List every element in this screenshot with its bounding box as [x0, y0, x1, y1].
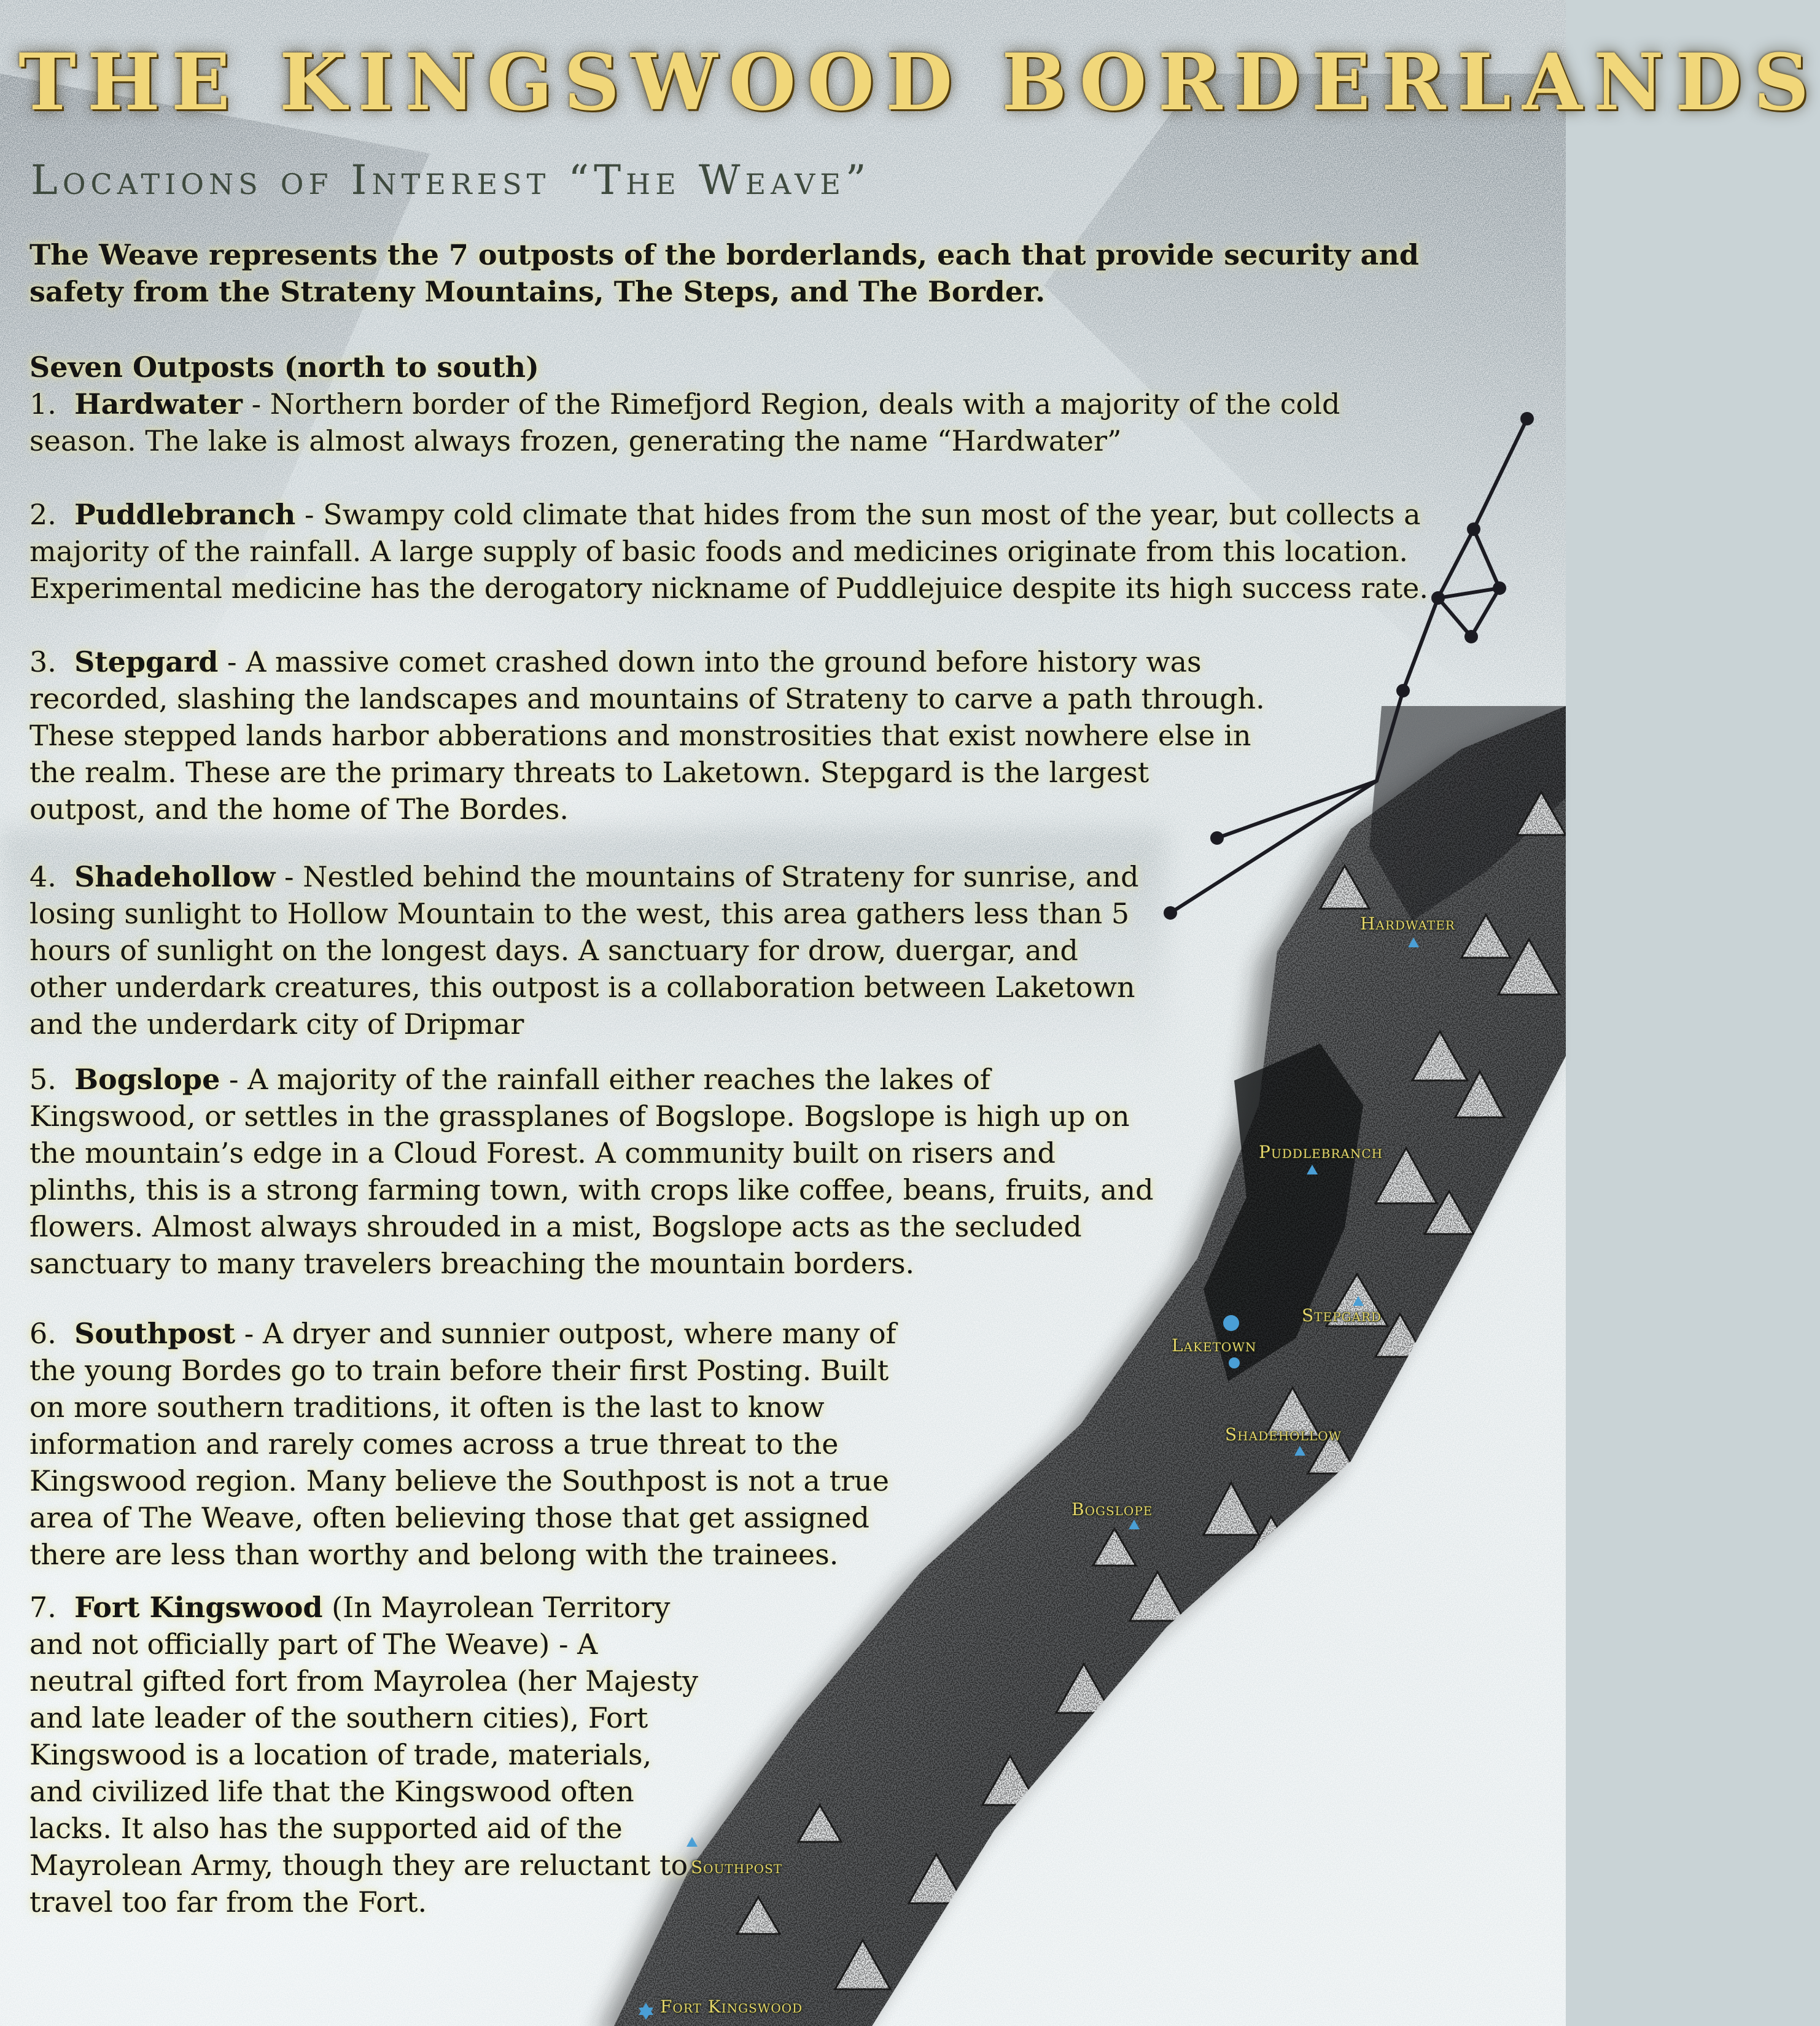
map-label-bogslope: Bogslope — [1071, 1499, 1153, 1520]
map-label-puddlebranch: Puddlebranch — [1259, 1142, 1383, 1162]
intro-paragraph: The Weave represents the 7 outposts of the borderlands, each that provide security and safety from the Strateny Mountains, The Steps, and The Border. — [29, 236, 1466, 310]
outpost-name: Hardwater — [74, 387, 243, 421]
outpost-number: 4. — [29, 860, 56, 893]
outpost-description: - A massive comet crashed down into the ground before history was recorded, slashing the landscapes and mountains of Strateny to carve a path through. These stepped lands harbor abberations and monstrosities that exist nowhere else in the realm. These are the primary threats to Laketown. Stepgard is the largest outpost, and the home of The Bordes. — [29, 645, 1265, 826]
map-label-shadehollow: Shadehollow — [1225, 1424, 1342, 1445]
outpost-name: Fort Kingswood — [74, 1591, 322, 1624]
outpost-number: 2. — [29, 498, 56, 531]
outpost-number: 1. — [29, 387, 56, 421]
outpost-description: - A dryer and sunnier outpost, where many of the young Bordes go to train before their first Posting. Built on more southern traditions, it often is the last to know information and rarely comes across a true threat to the Kingswood region. Many believe the Southpost is not a true area of The Weave, often believing those that get assigned there are less than worthy and belong with the trainees. — [29, 1317, 896, 1571]
outpost-name: Bogslope — [74, 1063, 220, 1096]
outpost-number: 5. — [29, 1063, 56, 1096]
page-subtitle: Locations of Interest “The Weave” — [31, 157, 1259, 204]
outpost-number: 3. — [29, 645, 56, 678]
map-label-fort-kingswood: Fort Kingswood — [660, 1997, 803, 2017]
outposts-heading: Seven Outposts (north to south) — [29, 349, 889, 386]
outpost-name: Southpost — [74, 1317, 235, 1350]
map-label-hardwater: Hardwater — [1360, 914, 1455, 934]
outpost-description: - Nestled behind the mountains of Strateny for sunrise, and losing sunlight to Hollow Mountain to the west, this area gathers less than 5 hours of sunlight on the longest days. A sanctuary for drow, duergar, and other underdark creatures, this outpost is a collaboration between Laketown and the underdark city of Dripmar — [29, 860, 1139, 1041]
page-title: THE KINGSWOOD BORDERLANDS — [18, 37, 1547, 135]
map-label-laketown: Laketown — [1172, 1335, 1256, 1356]
outpost-name: Shadehollow — [74, 860, 275, 893]
map-label-stepgard: Stepgard — [1302, 1305, 1382, 1325]
outpost-name: Stepgard — [74, 645, 218, 678]
map-label-southpost: Southpost — [691, 1857, 782, 1877]
outpost-number: 6. — [29, 1317, 56, 1350]
outpost-description: - Northern border of the Rimefjord Region, deals with a majority of the cold season. The lake is almost always frozen, generating the name “Hardwater” — [29, 387, 1340, 457]
outpost-description: - A majority of the rainfall either reaches the lakes of Kingswood, or settles in the grassplanes of Bogslope. Bogslope is high up on the mountain’s edge in a Cloud Forest. A community built on risers and plinths, this is a strong farming town, with crops like coffee, beans, fruits, and flowers. Almost always shrouded in a mist, Bogslope acts as the secluded sanctuary to many travelers breaching the mountain borders. — [29, 1063, 1154, 1280]
outpost-name: Puddlebranch — [74, 498, 295, 531]
outpost-note: (In Mayrolean Territory and not officially part of The Weave) — [29, 1591, 671, 1661]
outpost-number: 7. — [29, 1591, 56, 1624]
outpost-description: - Swampy cold climate that hides from the sun most of the year, but collects a majority of the rainfall. A large supply of basic foods and medicines originate from this location. Experimental medicine has the derogatory nickname of Puddlejuice despite its high success rate. — [29, 498, 1428, 605]
outpost-description: - A neutral gifted fort from Mayrolea (her Majesty and late leader of the southern cities), Fort Kingswood is a location of trade, materials, and civilized life that the Kingswood often lacks. It also has the supported aid of the Mayrolean Army, though they are reluctant to travel too far from the Fort. — [29, 1628, 698, 1919]
